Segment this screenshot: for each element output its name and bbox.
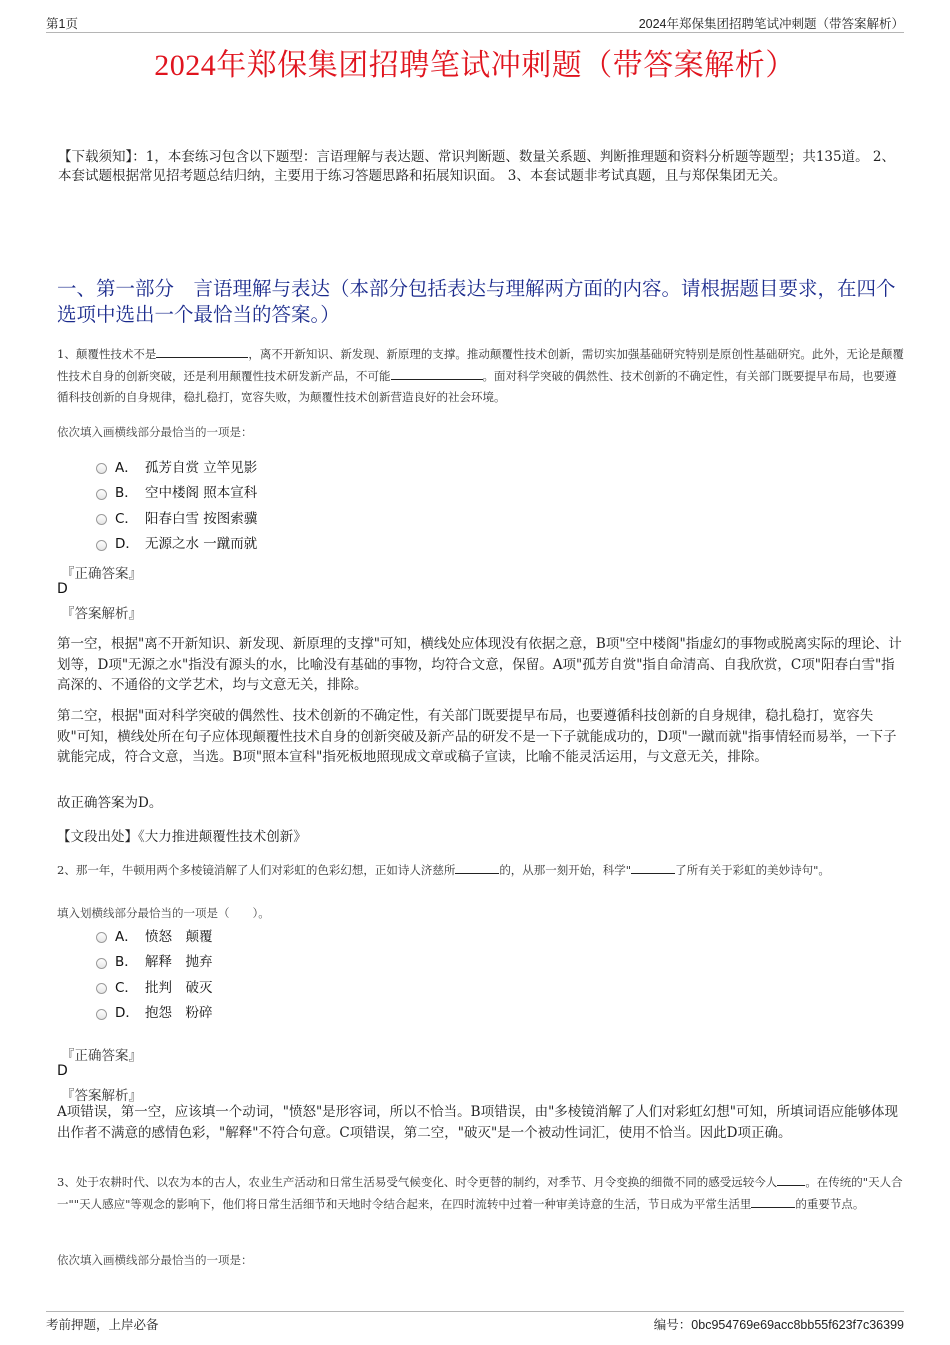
radio-button[interactable]: [96, 1009, 107, 1020]
option-b[interactable]: B． 解释 抛弃: [96, 948, 213, 974]
correct-answer: D: [57, 581, 68, 597]
correct-answer-label: 『正确答案』: [61, 1048, 142, 1064]
analysis-label: 『答案解析』: [61, 606, 142, 622]
radio-button[interactable]: [96, 489, 107, 500]
analysis-paragraph: A项错误，第一空，应该填一个动词，"愤怒"是形容词，所以不恰当。B项错误，由"多棱镜消解了人们对彩虹幻想"可知，所填词语应能够体现出作者不满意的感情色彩，"解释"不符合句意。C项错误，第二空，"破灭"是一个被动性词汇，使用不恰当。因此D项正确。: [57, 1104, 899, 1141]
question-3-stem: 3、处于农耕时代、以农为本的古人，农业生产活动和日常生活易受气候变化、时令更替的制约，对季节、月令变换的细微不同的感受远较今人 。在传统的"天人合一""天人感应"等观念的影响下，他们将日常生活细节和天地时令结合起来，在四时流转中过着一种审美诗意的生活，节日成为平常生活里 的重要节点。: [57, 1175, 903, 1211]
header-doc-title: 2024年郑保集团招聘笔试冲刺题（带答案解析）: [638, 17, 904, 31]
option-d[interactable]: D． 无源之水 一蹴而就: [96, 530, 257, 556]
question-2-options: [96, 922, 213, 1024]
blank: [156, 345, 248, 358]
blank: [455, 861, 499, 874]
question-3-prompt: 依次填入画横线部分最恰当的一项是：: [57, 1253, 253, 1267]
document-serial-number: 编号：0bc954769e69acc8bb55f623f7c36399: [653, 1318, 904, 1332]
option-c[interactable]: C． 阳春白雪 按图索骥: [96, 504, 257, 530]
option-c[interactable]: C． 批判 破灭: [96, 973, 213, 999]
correct-answer: D: [57, 1063, 68, 1079]
footer-slogan: 考前押题，上岸必备: [46, 1318, 159, 1332]
question-1-stem: 1、颠覆性技术不是 ，离不开新知识、新发现、新原理的支撑。推动颠覆性技术创新，需切实加强基础研究特别是原创性基础研究。此外，无论是颠覆性技术自身的创新突破，还是利用颠覆性技术研发新产品，不可能 。面对科学突破的偶然性、技术创新的不确定性，有关部门既要提早布局，也要遵循科技创新的自身规律，稳扎稳打，宽容失败，为颠覆性技术创新营造良好的社会环境。: [57, 347, 904, 404]
analysis-paragraph: 第二空，根据"面对科学突破的偶然性、技术创新的不确定性，有关部门既要提早布局，也要遵循科技创新的自身规律，稳扎稳打，宽容失败"可知，横线处所在句子应体现颠覆性技术自身的创新突破及新产品的研发不是一下子就能成功的，D项"一蹴而就"指事情轻而易举，一下子就能完成，符合文意，当选。B项"照本宣科"指死板地照现成文章或稿子宣读，比喻不能灵活运用，与文意无关，排除。: [57, 708, 897, 765]
page-number: 第1页: [46, 17, 78, 31]
correct-answer-label: 『正确答案』: [61, 566, 142, 582]
page-header: [46, 12, 904, 33]
download-notice: 【下载须知】：1，本套练习包含以下题型：言语理解与表达题、常识判断题、数量关系题、判断推理题和资料分析题等题型；共135道。 2、本套试题根据常见招考题总结归纳，主要用于练习答题思路和拓展知识面。 3、本套试题非考试真题，且与郑保集团无关。: [58, 149, 895, 184]
section-heading: 一、第一部分 言语理解与表达（本部分包括表达与理解两方面的内容。请根据题目要求，在四个选项中选出一个最恰当的答案。）: [57, 277, 896, 326]
blank: [631, 861, 675, 874]
option-a[interactable]: A． 孤芳自赏 立竿见影: [96, 453, 257, 479]
radio-button[interactable]: [96, 463, 107, 474]
blank: [777, 1173, 805, 1186]
passage-source: 【文段出处】《大力推进颠覆性技术创新》: [57, 829, 307, 845]
option-b[interactable]: B． 空中楼阁 照本宣科: [96, 479, 257, 505]
question-2-stem: 2、那一年，牛顿用两个多棱镜消解了人们对彩虹的色彩幻想，正如诗人济慈所 的，从那一刻开始，科学" 了所有关于彩虹的美妙诗句"。: [57, 863, 830, 877]
question-1-prompt: 依次填入画横线部分最恰当的一项是：: [57, 425, 253, 439]
radio-button[interactable]: [96, 958, 107, 969]
blank: [391, 367, 483, 380]
radio-button[interactable]: [96, 983, 107, 994]
analysis-paragraph: 第一空，根据"离不开新知识、新发现、新原理的支撑"可知，横线处应体现没有依据之意，B项"空中楼阁"指虚幻的事物或脱离实际的理论、计划等，D项"无源之水"指没有源头的水，比喻没有基础的事物，均符合文意，保留。A项"孤芳自赏"指自命清高、自我欣赏，C项"阳春白雪"指高深的、不通俗的文学艺术，均与文意无关，排除。: [57, 636, 902, 693]
analysis-conclusion: 故正确答案为D。: [57, 795, 163, 811]
question-1-options: [96, 453, 257, 555]
blank: [751, 1195, 795, 1208]
document-title: 2024年郑保集团招聘笔试冲刺题（带答案解析）: [154, 49, 796, 82]
radio-button[interactable]: [96, 540, 107, 551]
question-2-prompt: 填入划横线部分最恰当的一项是（ ）。: [57, 906, 270, 920]
radio-button[interactable]: [96, 932, 107, 943]
option-d[interactable]: D． 抱怨 粉碎: [96, 999, 213, 1025]
analysis-label: 『答案解析』: [61, 1088, 142, 1104]
page-footer: [46, 1311, 904, 1332]
radio-button[interactable]: [96, 514, 107, 525]
option-a[interactable]: A． 愤怒 颠覆: [96, 922, 213, 948]
